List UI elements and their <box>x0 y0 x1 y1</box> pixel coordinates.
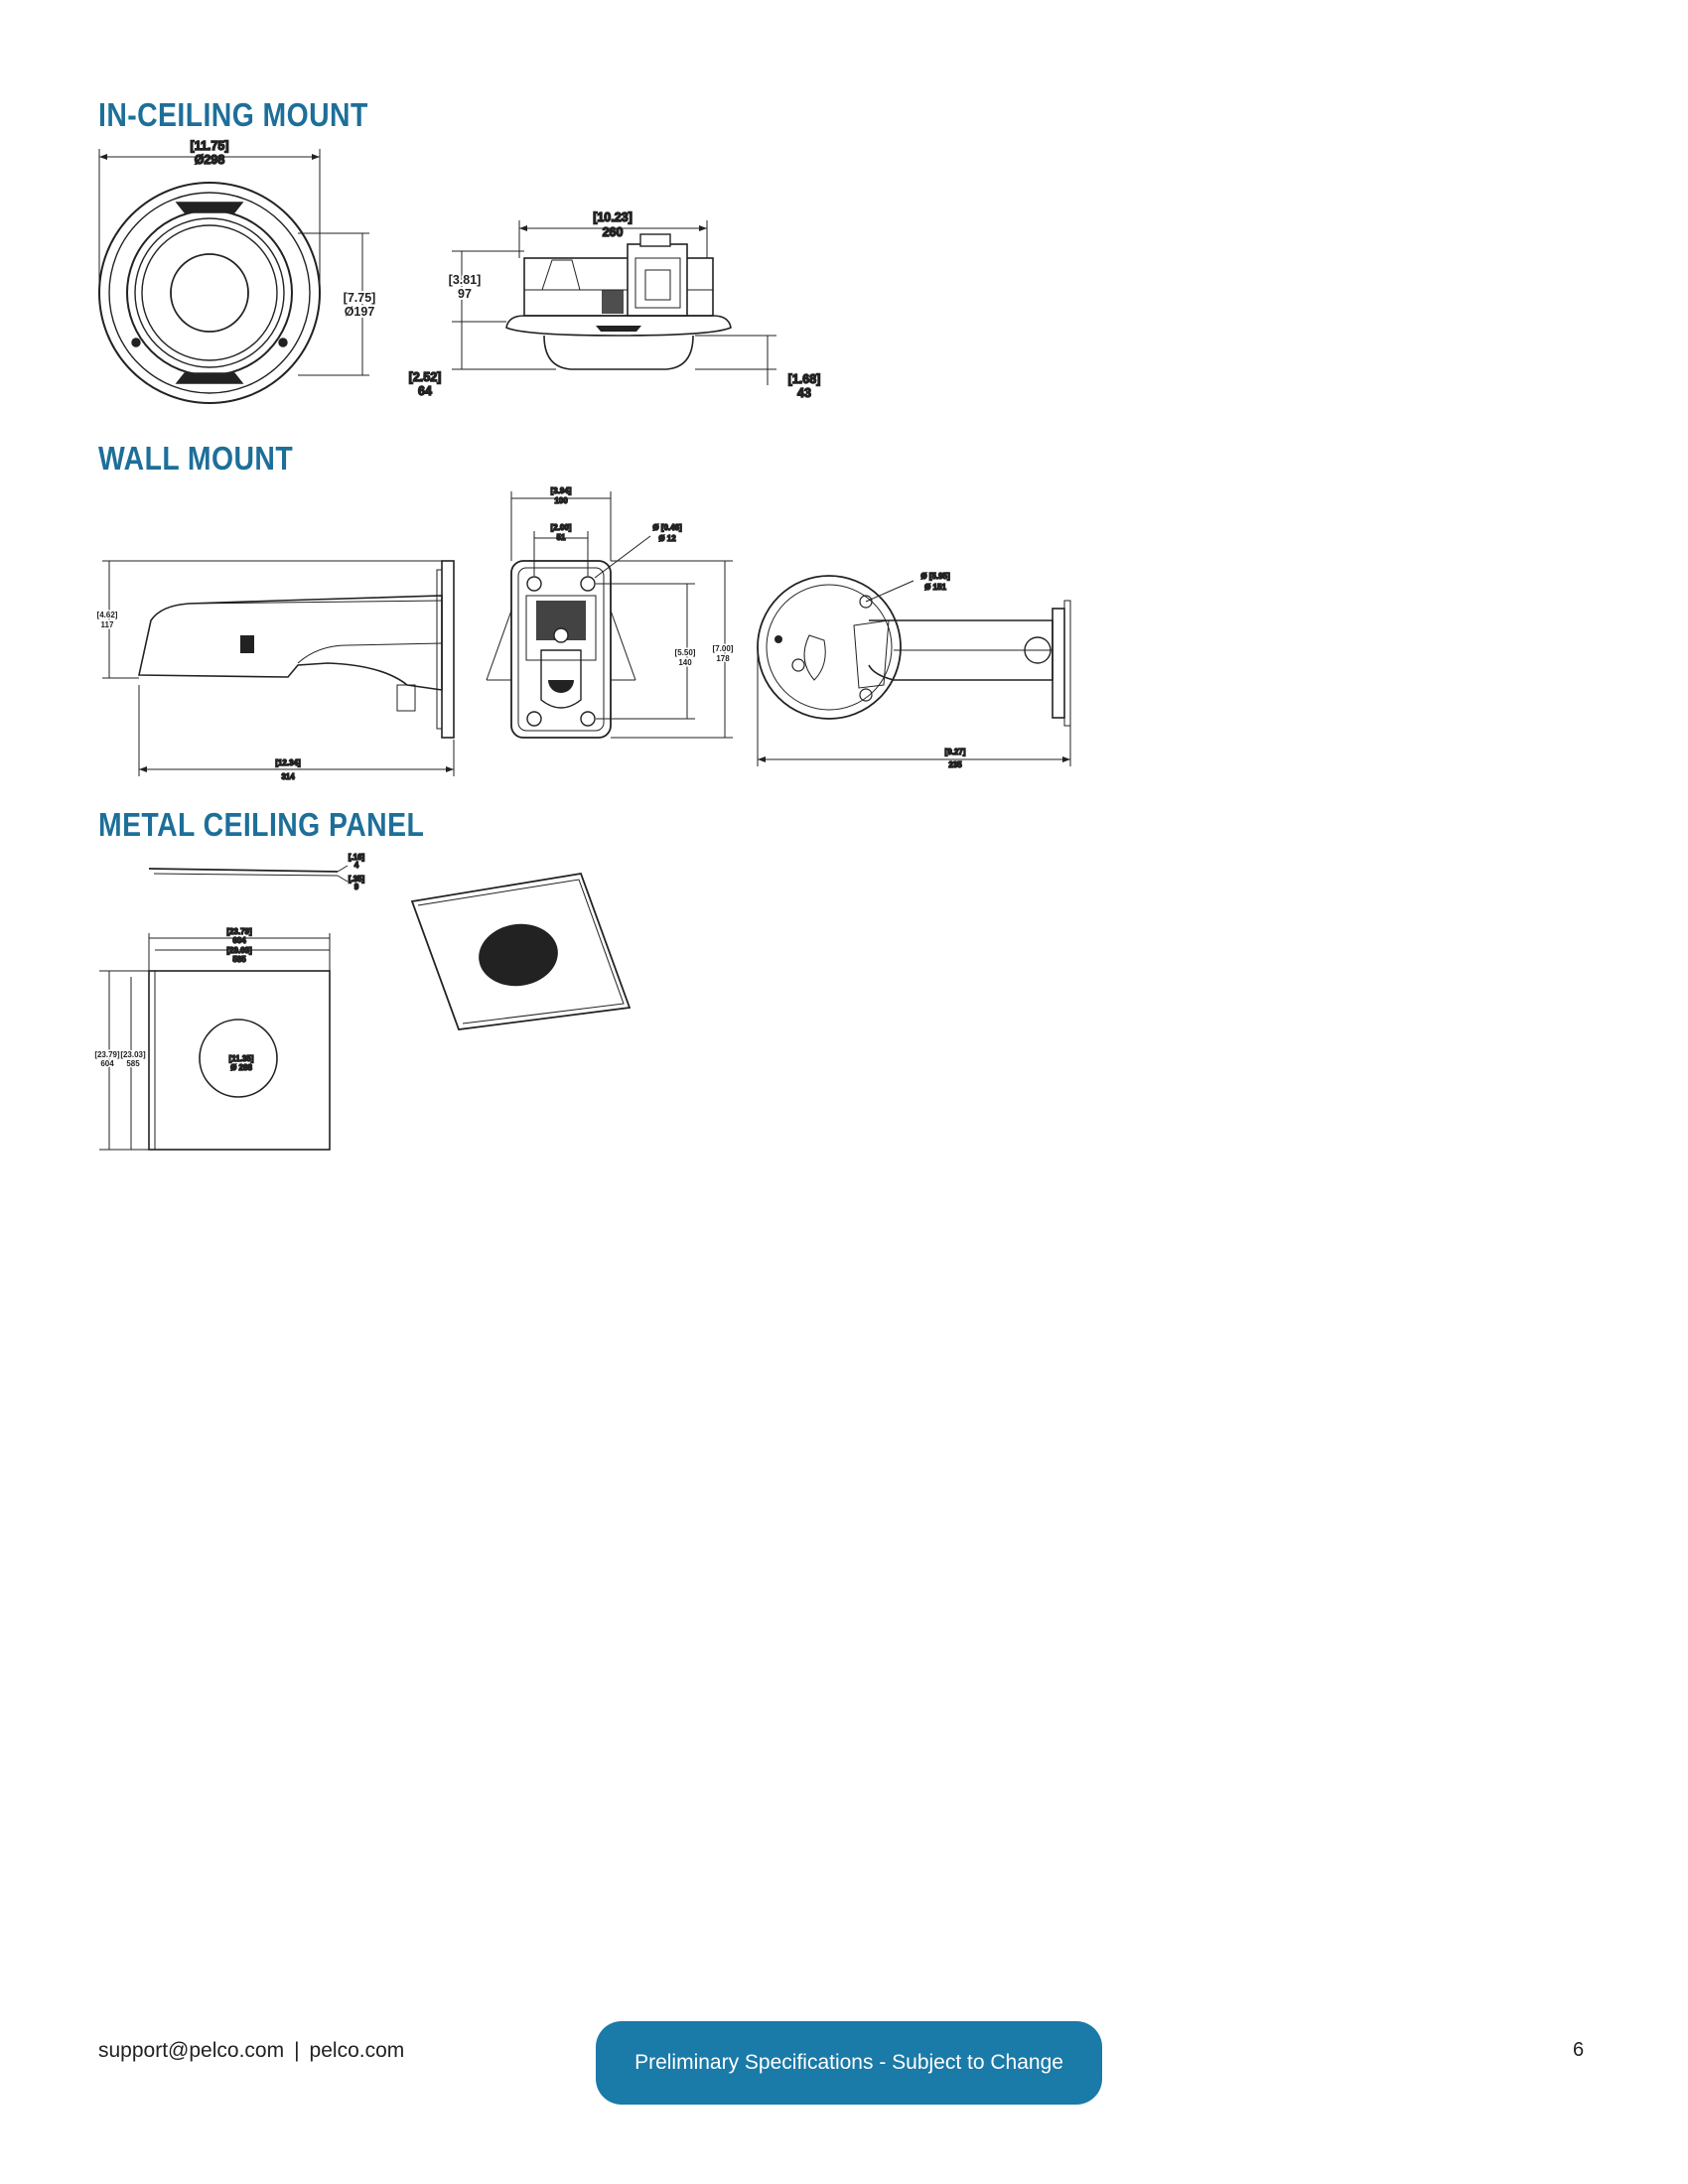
logo-text-bottom: Pelco <box>199 374 220 383</box>
dim-upper-mm: 97 <box>458 287 472 301</box>
page-number: 6 <box>1573 2039 1585 2061</box>
dim-total-mm: 64 <box>418 384 432 398</box>
wall-dim-depth-mm: 235 <box>948 760 962 769</box>
wall-dim-hole-sp-mm: 51 <box>556 533 566 542</box>
panel-dim-inner-w-mm: 585 <box>232 955 246 964</box>
panel-dim-flange-in: [.35] <box>348 875 365 884</box>
dim-width-in: [10.23] <box>593 210 633 224</box>
wall-dim-hole-sp-in: [2.00] <box>550 523 572 532</box>
panel-dim-inner-h-in: [23.03] <box>120 1050 146 1059</box>
footer-contact <box>98 2039 404 2063</box>
wall-mount-heading: WALL MOUNT <box>98 440 294 477</box>
panel-dim-thick-mm: 4 <box>353 861 359 870</box>
wall-dim-height-mm: 117 <box>100 620 114 629</box>
panel-dim-outer-h-mm: 604 <box>100 1059 114 1068</box>
panel-dim-hole-mm: Ø 288 <box>230 1063 252 1072</box>
wall-dim-cap-dia-mm: Ø 151 <box>924 583 946 592</box>
wall-dim-plate-w-in: [3.94] <box>550 486 572 495</box>
panel-dim-thick-in: [.16] <box>348 853 365 862</box>
dim-outer-in: [11.75] <box>190 139 229 153</box>
wall-dim-plate-h-in: [7.00] <box>712 644 734 653</box>
wall-dim-depth-in: [9.27] <box>944 748 966 756</box>
panel-dim-outer-w-mm: 604 <box>232 936 246 945</box>
dim-dome-mm: 43 <box>797 386 811 400</box>
panel-dim-hole-in: [11.35] <box>228 1054 254 1063</box>
metal-ceiling-panel-heading: METAL CEILING PANEL <box>98 806 425 843</box>
panel-edge-view <box>149 866 348 882</box>
dim-outer-mm: Ø298 <box>194 153 225 167</box>
wall-dim-cap-dia-in: Ø [5.95] <box>920 572 950 581</box>
wall-dim-plate-h-mm: 178 <box>716 654 730 663</box>
dim-width-mm: 260 <box>602 225 624 239</box>
wall-dim-length-mm: 314 <box>281 772 295 781</box>
footer-email[interactable]: support@pelco.com <box>98 2039 285 2062</box>
preliminary-notice-badge: Preliminary Specifications - Subject to Change <box>596 2021 1102 2105</box>
panel-dim-inner-w-in: [23.03] <box>226 946 252 955</box>
panel-perspective-view <box>412 874 630 1029</box>
wall-dim-hole-v-mm: 140 <box>678 658 692 667</box>
wall-dim-length-in: [12.34] <box>275 758 301 767</box>
wall-dim-hole-v-in: [5.50] <box>674 648 696 657</box>
panel-dim-outer-w-in: [23.79] <box>226 927 252 936</box>
panel-dim-outer-h-in: [23.79] <box>94 1050 120 1059</box>
dim-upper-in: [3.81] <box>448 273 482 287</box>
dim-dome-in: [1.68] <box>787 372 821 386</box>
wall-mount-side-view <box>102 561 454 776</box>
dim-total-in: [2.52] <box>408 370 442 384</box>
dim-inner-in: [7.75] <box>343 291 376 305</box>
in-ceiling-mount-heading: IN-CEILING MOUNT <box>98 96 368 133</box>
panel-dim-flange-mm: 9 <box>353 883 359 891</box>
dim-inner-mm: Ø197 <box>344 305 375 319</box>
wall-dim-hole-dia-in: Ø [0.46] <box>652 523 682 532</box>
in-ceiling-top-view <box>99 149 369 403</box>
footer-separator: | <box>294 2039 300 2062</box>
wall-mount-front-view <box>487 491 733 738</box>
wall-mount-bottom-view <box>758 576 1070 766</box>
in-ceiling-side-view <box>452 220 776 385</box>
wall-dim-plate-w-mm: 100 <box>554 496 568 505</box>
logo-text-top: Pelco <box>199 204 220 212</box>
wall-dim-height-in: [4.62] <box>96 611 118 619</box>
panel-front-view <box>99 933 330 1150</box>
footer-site[interactable]: pelco.com <box>309 2039 405 2062</box>
panel-dim-inner-h-mm: 585 <box>126 1059 140 1068</box>
wall-dim-hole-dia-mm: Ø 12 <box>658 534 676 543</box>
